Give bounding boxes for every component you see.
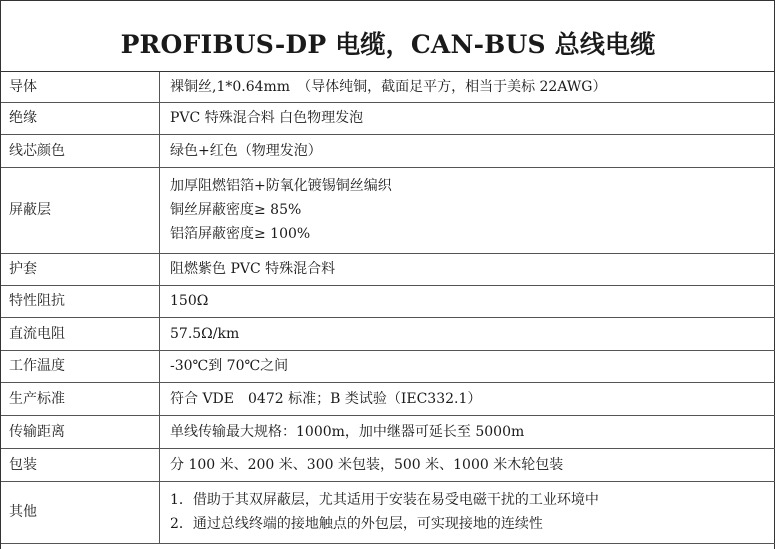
- row-value: [160, 317, 776, 350]
- table-row: [1, 415, 775, 448]
- row-value: [160, 350, 776, 382]
- row-value: [160, 382, 776, 415]
- value-line: -30℃到 70℃之间: [170, 358, 289, 374]
- table-row: [1, 317, 775, 350]
- value-line: 1．借助于其双屏蔽层，尤其适用于安装在易受电磁干扰的工业环境中: [170, 492, 599, 508]
- table-row: [1, 72, 775, 102]
- row-value: [160, 253, 776, 285]
- row-value: [160, 102, 776, 134]
- row-value: [160, 167, 776, 253]
- row-value: [160, 285, 776, 317]
- value-line: 符合 VDE 0472 标准；B 类试验（IEC332.1）: [170, 390, 482, 407]
- row-label: 导体: [1, 72, 160, 102]
- spec-table: [1, 72, 775, 544]
- row-value: [160, 448, 776, 481]
- value-line: 150Ω: [170, 293, 209, 309]
- row-label: 传输距离: [1, 415, 160, 448]
- table-row: [1, 253, 775, 285]
- table-row: [1, 481, 775, 543]
- row-value: [160, 481, 776, 543]
- table-row: [1, 350, 775, 382]
- value-line: 加厚阻燃铝箔+防氧化镀锡铜丝编织: [170, 178, 392, 194]
- row-label: 绝缘: [1, 102, 160, 134]
- row-label: 包装: [1, 448, 160, 481]
- row-label: 生产标准: [1, 382, 160, 415]
- value-line: 2．通过总线终端的接地触点的外包层，可实现接地的连续性: [170, 516, 543, 532]
- value-line: 分 100 米、200 米、300 米包装，500 米、1000 米木轮包装: [170, 456, 564, 473]
- title-row: [1, 0, 775, 72]
- table-row: [1, 134, 775, 167]
- row-label: 屏蔽层: [1, 167, 160, 253]
- row-label: 工作温度: [1, 350, 160, 382]
- value-line: 绿色+红色（物理发泡）: [170, 142, 322, 159]
- value-line: 裸铜丝,1*0.64mm （导体纯铜，截面足平方，相当于美标 22AWG）: [170, 78, 607, 95]
- value-line: 阻燃紫色 PVC 特殊混合料: [170, 261, 336, 277]
- value-line: PVC 特殊混合料 白色物理发泡: [170, 110, 364, 126]
- table-row: [1, 285, 775, 317]
- row-value: [160, 134, 776, 167]
- value-line: 铝箔屏蔽密度≥ 100%: [170, 226, 311, 242]
- value-line: 57.5Ω/km: [170, 325, 240, 342]
- table-row: [1, 102, 775, 134]
- row-label: 特性阻抗: [1, 285, 160, 317]
- row-label: 其他: [1, 481, 160, 543]
- value-line: 单线传输最大规格：1000m，加中继器可延长至 5000m: [170, 423, 525, 440]
- row-value: [160, 415, 776, 448]
- table-row: [1, 167, 775, 253]
- value-line: 铜丝屏蔽密度≥ 85%: [170, 202, 302, 218]
- table-row: [1, 382, 775, 415]
- row-label: 护套: [1, 253, 160, 285]
- row-label: 线芯颜色: [1, 134, 160, 167]
- page-title: PROFIBUS-DP 电缆，CAN-BUS 总线电缆: [120, 30, 656, 59]
- row-label: 直流电阻: [1, 317, 160, 350]
- row-value: [160, 72, 776, 102]
- table-row: [1, 448, 775, 481]
